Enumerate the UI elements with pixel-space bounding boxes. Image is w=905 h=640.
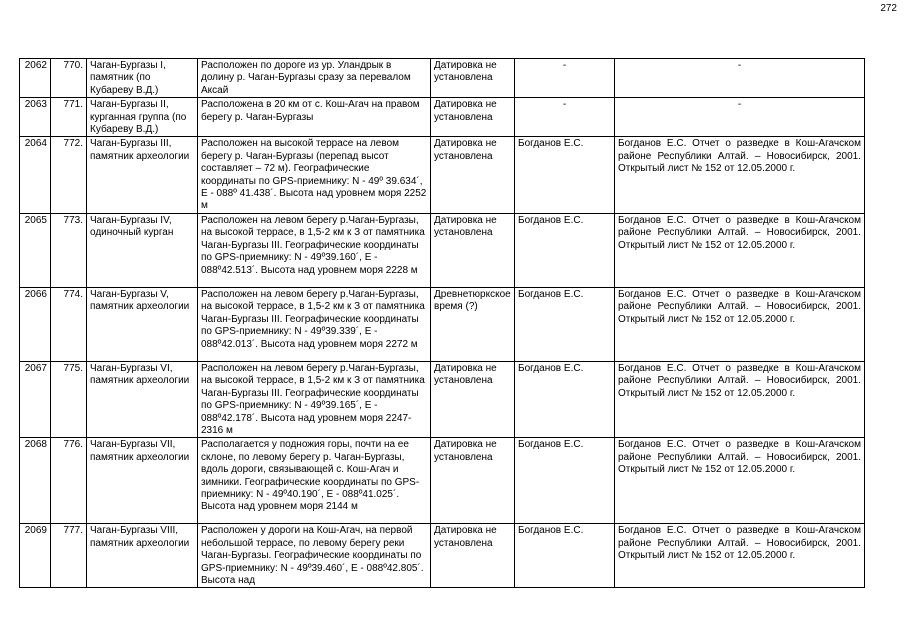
monument-source: Богданов Е.С. Отчет о разведке в Кош-Агачском районе Республики Алтай. – Новосибирск, 2001. Открытый лист № 152 от 12.05.2000 г.: [615, 137, 865, 213]
list-number: 777.: [51, 524, 87, 588]
monument-author: -: [515, 59, 615, 98]
monument-location: Располагается у подножия горы, почти на ее склоне, по левому берегу р. Чаган-Бургазы, вдоль дороги, связывающей с. Кош-Агач и зимники. Географические координаты по GPS-приемнику: N - 49º40.190´, E - 088º41.025´. Высота над уровнем моря 2144 м: [198, 438, 431, 524]
monument-location: Расположен по дороге из ур. Уландрык в долину р. Чаган-Бургазы сразу за перевалом Аксай: [198, 59, 431, 98]
list-number: 772.: [51, 137, 87, 213]
monument-author: Богданов Е.С.: [515, 524, 615, 588]
monument-dating: Датировка не установлена: [431, 98, 515, 137]
monument-name: Чаган-Бургазы V, памятник археологии: [87, 287, 198, 361]
monument-location: Расположен на левом берегу р.Чаган-Бургазы, на высокой террасе, в 1,5-2 км к З от памятника Чаган-Бургазы III. Географические координаты по GPS-приемнику: N - 49º39.165´, E - 088º42.178´. Высота над уровнем моря 2247-2316 м: [198, 361, 431, 437]
monument-name: Чаган-Бургазы VII, памятник археологии: [87, 438, 198, 524]
monument-source: Богданов Е.С. Отчет о разведке в Кош-Агачском районе Республики Алтай. – Новосибирск, 2001. Открытый лист № 152 от 12.05.2000 г.: [615, 524, 865, 588]
monument-source: Богданов Е.С. Отчет о разведке в Кош-Агачском районе Республики Алтай. – Новосибирск, 2001. Открытый лист № 152 от 12.05.2000 г.: [615, 438, 865, 524]
table-row: [20, 438, 865, 524]
monument-author: Богданов Е.С.: [515, 438, 615, 524]
monument-dating: Древнетюркское время (?): [431, 287, 515, 361]
monument-name: Чаган-Бургазы VI, памятник археологии: [87, 361, 198, 437]
monument-source: Богданов Е.С. Отчет о разведке в Кош-Агачском районе Республики Алтай. – Новосибирск, 2001. Открытый лист № 152 от 12.05.2000 г.: [615, 287, 865, 361]
monument-location: Расположена в 20 км от с. Кош-Агач на правом берегу р. Чаган-Бургазы: [198, 98, 431, 137]
list-number: 775.: [51, 361, 87, 437]
monument-dating: Датировка не установлена: [431, 361, 515, 437]
table-row: [20, 524, 865, 588]
monument-source: -: [615, 59, 865, 98]
list-number: 776.: [51, 438, 87, 524]
monument-location: Расположен на левом берегу р.Чаган-Бургазы, на высокой террасе, в 1,5-2 км к З от памятника Чаган-Бургазы III. Географические координаты по GPS-приемнику: N - 49º39.339´, E - 088º42.013´. Высота над уровнем моря 2272 м: [198, 287, 431, 361]
registry-number: 2064: [20, 137, 51, 213]
monument-name: Чаган-Бургазы IV, одиночный курган: [87, 213, 198, 287]
table-row: [20, 287, 865, 361]
monument-author: Богданов Е.С.: [515, 213, 615, 287]
registry-number: 2067: [20, 361, 51, 437]
monument-name: Чаган-Бургазы I, памятник (по Кубареву В.Д.): [87, 59, 198, 98]
list-number: 774.: [51, 287, 87, 361]
monument-location: Расположен у дороги на Кош-Агач, на первой небольшой террасе, по левому берегу реки Чаган-Бургазы. Географические координаты по GPS-приемнику: N - 49º39.460´, E - 088º42.805´. Высота над: [198, 524, 431, 588]
monument-dating: Датировка не установлена: [431, 59, 515, 98]
monument-dating: Датировка не установлена: [431, 137, 515, 213]
monument-location: Расположен на левом берегу р.Чаган-Бургазы, на высокой террасе, в 1,5-2 км к З от памятника Чаган-Бургазы III. Географические координаты по GPS-приемнику: N - 49º39.160´, E - 088º42.513´. Высота над уровнем моря 2228 м: [198, 213, 431, 287]
monument-name: Чаган-Бургазы VIII, памятник археологии: [87, 524, 198, 588]
registry-number: 2065: [20, 213, 51, 287]
monument-dating: Датировка не установлена: [431, 524, 515, 588]
monument-dating: Датировка не установлена: [431, 213, 515, 287]
monument-location: Расположен на высокой террасе на левом берегу р. Чаган-Бургазы (перепад высот составляет – 72 м). Географические координаты по GPS-приемнику: N - 49º 39.634´, E - 088º 41.438´. Высота над уровнем моря 2252 м: [198, 137, 431, 213]
list-number: 771.: [51, 98, 87, 137]
list-number: 773.: [51, 213, 87, 287]
table-row: [20, 361, 865, 437]
monument-source: Богданов Е.С. Отчет о разведке в Кош-Агачском районе Республики Алтай. – Новосибирск, 2001. Открытый лист № 152 от 12.05.2000 г.: [615, 213, 865, 287]
table-row: [20, 59, 865, 98]
monument-dating: Датировка не установлена: [431, 438, 515, 524]
monument-author: Богданов Е.С.: [515, 137, 615, 213]
list-number: 770.: [51, 59, 87, 98]
monument-source: -: [615, 98, 865, 137]
monument-author: -: [515, 98, 615, 137]
monument-author: Богданов Е.С.: [515, 287, 615, 361]
monument-author: Богданов Е.С.: [515, 361, 615, 437]
registry-number: 2066: [20, 287, 51, 361]
registry-number: 2063: [20, 98, 51, 137]
registry-number: 2069: [20, 524, 51, 588]
monument-source: Богданов Е.С. Отчет о разведке в Кош-Агачском районе Республики Алтай. – Новосибирск, 2001. Открытый лист № 152 от 12.05.2000 г.: [615, 361, 865, 437]
table-row: [20, 98, 865, 137]
table-row: [20, 137, 865, 213]
page-number: 272: [880, 3, 897, 14]
registry-number: 2062: [20, 59, 51, 98]
registry-number: 2068: [20, 438, 51, 524]
monument-name: Чаган-Бургазы II, курганная группа (по Кубареву В.Д.): [87, 98, 198, 137]
monument-name: Чаган-Бургазы III, памятник археологии: [87, 137, 198, 213]
monuments-table: [19, 58, 865, 588]
table-row: [20, 213, 865, 287]
